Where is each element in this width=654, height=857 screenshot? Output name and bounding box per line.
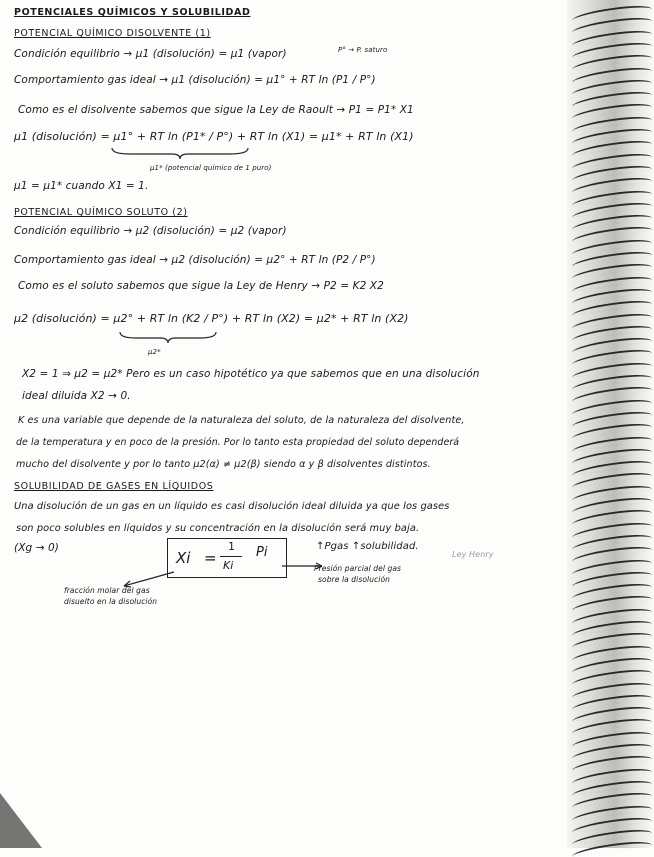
label-left-1: fracción molar del gas xyxy=(64,586,150,595)
page-corner-shadow xyxy=(0,793,42,848)
s2-line-10: mucho del disolvente y por lo tanto μ2(α) ≠ μ2(β) siendo α y β disolventes distintos. xyxy=(16,459,431,470)
formula-num: 1 xyxy=(228,540,235,553)
formula-lhs: Xi xyxy=(176,549,191,567)
label-left-2: disuelto en la disolución xyxy=(64,597,158,606)
formula-eq: = xyxy=(204,549,217,567)
formula-rhs: Pi xyxy=(256,545,268,560)
s1-line-1: Condición equilibrio → μ1 (disolución) = μ1 (vapor) xyxy=(14,48,287,60)
s2-line-2: Comportamiento gas ideal → μ2 (disolución) = μ2° + RT ln (P2 / P°) xyxy=(14,254,376,266)
page-title: POTENCIALES QUÍMICOS Y SOLUBILIDAD xyxy=(14,7,251,18)
label-right-1: Presión parcial del gas xyxy=(314,564,402,573)
s2-line-1: Condición equilibrio → μ2 (disolución) = μ2 (vapor) xyxy=(14,225,287,237)
s2-line-6: X2 = 1 ⇒ μ2 = μ2* Pero es un caso hipotético ya que sabemos que en una disolución xyxy=(22,368,480,380)
s2-line-7: ideal diluida X2 → 0. xyxy=(22,390,131,402)
fraction-bar xyxy=(220,556,242,557)
s1-side-note: P° → P. saturo xyxy=(338,46,388,54)
label-right-2: sobre la disolución xyxy=(318,575,391,584)
section3-heading: SOLUBILIDAD DE GASES EN LÍQUIDOS xyxy=(14,481,214,492)
s2-line-5: μ2* xyxy=(148,348,161,356)
s2-line-3: Como es el soluto sabemos que sigue la Ley de Henry → P2 = K2 X2 xyxy=(18,280,384,292)
s1-line-2: Comportamiento gas ideal → μ1 (disolución) = μ1° + RT ln (P1 / P°) xyxy=(14,74,376,86)
formula-den: Ki xyxy=(223,559,234,572)
s2-line-9: de la temperatura y en poco de la presión. Por lo tanto esta propiedad del soluto dependerá xyxy=(16,437,460,448)
s3-line-1: Una disolución de un gas en un líquido es casi disolución ideal diluida ya que los gases xyxy=(14,501,450,512)
s1-line-6: μ1 = μ1* cuando X1 = 1. xyxy=(14,180,149,192)
s3-arrows-note: ↑Pgas ↑solubilidad. xyxy=(316,541,419,552)
s3-line-3: (Xg → 0) xyxy=(14,542,60,554)
section1-heading: POTENCIAL QUÍMICO DISOLVENTE (1) xyxy=(14,28,211,39)
s1-line-3: Como es el disolvente sabemos que sigue la Ley de Raoult → P1 = P1* X1 xyxy=(18,104,414,116)
underbrace-2 xyxy=(118,330,218,344)
s2-line-8: K es una variable que depende de la naturaleza del soluto, de la naturaleza del disolvente, xyxy=(18,415,465,426)
s2-line-4: μ2 (disolución) = μ2° + RT ln (K2 / P°) + RT ln (X2) = μ2* + RT ln (X2) xyxy=(14,312,409,325)
s1-line-5: μ1* (potencial químico de 1 puro) xyxy=(150,164,272,172)
s3-faint-note: Ley Henry xyxy=(452,550,494,559)
section2-heading: POTENCIAL QUÍMICO SOLUTO (2) xyxy=(14,207,188,218)
s3-line-2: son poco solubles en líquidos y su concentración en la disolución será muy baja. xyxy=(16,523,420,534)
underbrace-1 xyxy=(110,146,250,160)
s1-line-4: μ1 (disolución) = μ1° + RT ln (P1* / P°) + RT ln (X1) = μ1* + RT ln (X1) xyxy=(14,130,414,143)
